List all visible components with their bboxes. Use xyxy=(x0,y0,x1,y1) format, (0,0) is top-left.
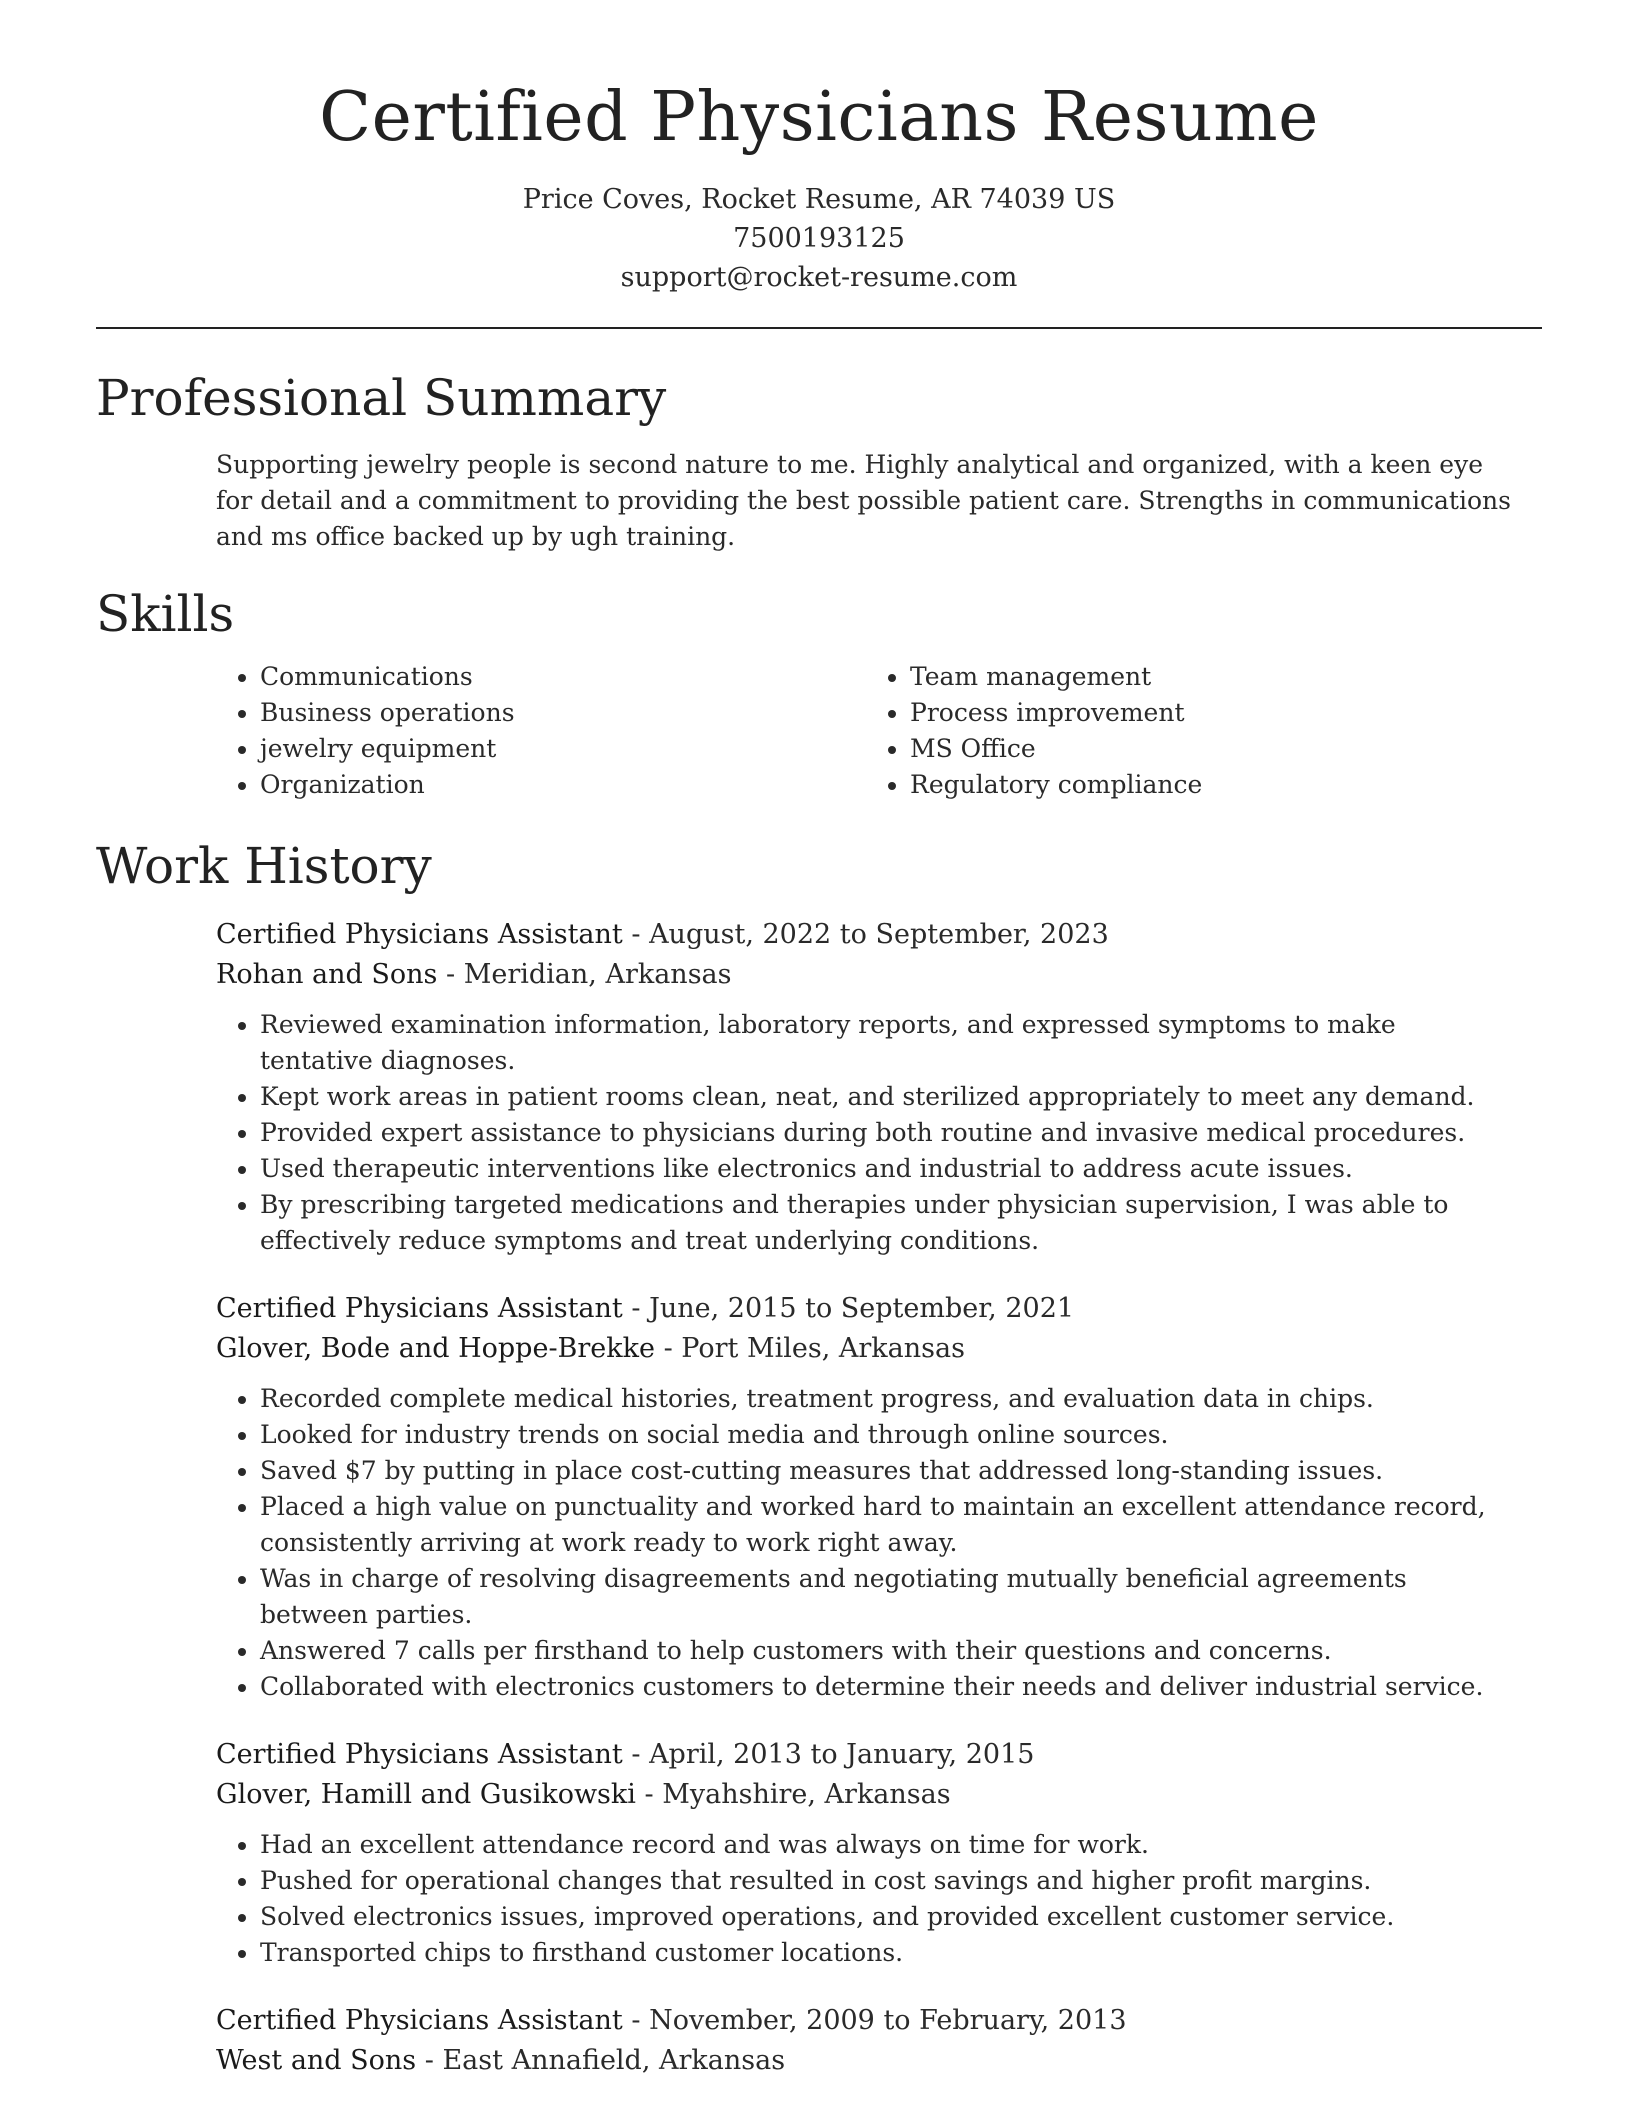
job-dates: June, 2015 to September, 2021 xyxy=(649,1293,1075,1324)
job-bullet: • Looked for industry trends on social media and through online sources. xyxy=(260,1417,1516,1453)
job-company-line: West and Sons - East Annafield, Arkansas xyxy=(216,2045,786,2076)
job-company-line: Glover, Bode and Hoppe-Brekke - Port Miles, Arkansas xyxy=(216,1333,965,1364)
job-bullet: • Saved $7 by putting in place cost-cutting measures that addressed long-standing issues. xyxy=(260,1453,1516,1489)
skills-heading: Skills xyxy=(96,585,235,643)
work-history-heading: Work History xyxy=(96,837,432,895)
job-bullet: • Had an excellent attendance record and was always on time for work. xyxy=(260,1827,1516,1863)
job-bullet: • Used therapeutic interventions like electronics and industrial to address acute issues. xyxy=(260,1151,1516,1187)
job-dates: August, 2022 to September, 2023 xyxy=(649,919,1109,950)
job-role: Certified Physicians Assistant xyxy=(216,1739,623,1770)
job-bullet: • Collaborated with electronics customers to determine their needs and deliver industrial service. xyxy=(260,1669,1516,1705)
job-location: Port Miles, Arkansas xyxy=(681,1333,965,1364)
resume-page xyxy=(96,0,1542,2111)
job-bullet: • Pushed for operational changes that resulted in cost savings and higher profit margins. xyxy=(260,1863,1516,1899)
job-bullets xyxy=(216,1827,1516,1971)
job-role: Certified Physicians Assistant xyxy=(216,2005,623,2036)
job-location: East Annafield, Arkansas xyxy=(442,2045,786,2076)
summary-heading: Professional Summary xyxy=(96,369,667,427)
job-bullet: • Answered 7 calls per firsthand to help customers with their questions and concerns. xyxy=(260,1633,1516,1669)
job-location: Meridian, Arkansas xyxy=(463,959,732,990)
job-entry xyxy=(216,915,1516,1259)
job-company: West and Sons xyxy=(216,2045,417,2076)
summary-text: Supporting jewelry people is second nature to me. Highly analytical and organized, with a keen eye for detail and a commitment to providing the best possible patient care. Strengths in communications and ms office backed up by ugh training. xyxy=(216,450,1511,551)
skill-item: • jewelry equipment xyxy=(260,731,866,767)
job-bullet: • Transported chips to firsthand customer locations. xyxy=(260,1935,1516,1971)
job-role: Certified Physicians Assistant xyxy=(216,919,623,950)
contact-address: Price Coves, Rocket Resume, AR 74039 US xyxy=(522,184,1116,215)
job-bullet: • Kept work areas in patient rooms clean, neat, and sterilized appropriately to meet any demand. xyxy=(260,1079,1516,1115)
skills-column-left xyxy=(216,659,866,803)
skill-item: • MS Office xyxy=(910,731,1516,767)
header-divider xyxy=(96,327,1542,329)
skill-item: • Team management xyxy=(910,659,1516,695)
skills-column-right xyxy=(866,659,1516,803)
job-bullets xyxy=(216,1007,1516,1259)
contact-phone: 7500193125 xyxy=(733,223,905,254)
job-company: Rohan and Sons xyxy=(216,959,438,990)
skill-item: • Business operations xyxy=(260,695,866,731)
resume-name: Certified Physicians Resume xyxy=(319,78,1319,157)
skill-item: • Regulatory compliance xyxy=(910,767,1516,803)
contact-email: support@rocket-resume.com xyxy=(620,262,1018,293)
job-title-line: Certified Physicians Assistant - June, 2015 to September, 2021 xyxy=(216,1293,1075,1324)
job-bullet: • Provided expert assistance to physicians during both routine and invasive medical procedures. xyxy=(260,1115,1516,1151)
skills-list xyxy=(216,659,1516,803)
job-title-line: Certified Physicians Assistant - November, 2009 to February, 2013 xyxy=(216,2005,1127,2036)
job-entry xyxy=(216,1735,1516,1971)
job-dates: April, 2013 to January, 2015 xyxy=(649,1739,1035,1770)
work-history-list xyxy=(216,915,1516,2081)
contact-block xyxy=(96,180,1542,297)
job-bullet: • Placed a high value on punctuality and worked hard to maintain an excellent attendance record, consistently arriving at work ready to work right away. xyxy=(260,1489,1516,1561)
job-role: Certified Physicians Assistant xyxy=(216,1293,623,1324)
job-title-line: Certified Physicians Assistant - August, 2022 to September, 2023 xyxy=(216,919,1109,950)
job-bullet: • Solved electronics issues, improved operations, and provided excellent customer service. xyxy=(260,1899,1516,1935)
job-entry xyxy=(216,1289,1516,1705)
job-company-line: Glover, Hamill and Gusikowski - Myahshire, Arkansas xyxy=(216,1779,951,1810)
skill-item: • Communications xyxy=(260,659,866,695)
job-company: Glover, Bode and Hoppe-Brekke xyxy=(216,1333,655,1364)
resume-header xyxy=(96,0,1542,297)
job-bullet: • Reviewed examination information, laboratory reports, and expressed symptoms to make tentative diagnoses. xyxy=(260,1007,1516,1079)
skill-item: • Organization xyxy=(260,767,866,803)
skill-item: • Process improvement xyxy=(910,695,1516,731)
job-location: Myahshire, Arkansas xyxy=(662,1779,951,1810)
job-entry xyxy=(216,2001,1516,2081)
job-bullet: • By prescribing targeted medications and therapies under physician supervision, I was able to effectively reduce symptoms and treat underlying conditions. xyxy=(260,1187,1516,1259)
job-title-line: Certified Physicians Assistant - April, 2013 to January, 2015 xyxy=(216,1739,1035,1770)
job-bullets xyxy=(216,1381,1516,1705)
job-bullet: • Recorded complete medical histories, treatment progress, and evaluation data in chips. xyxy=(260,1381,1516,1417)
job-dates: November, 2009 to February, 2013 xyxy=(649,2005,1127,2036)
job-bullet: • Was in charge of resolving disagreements and negotiating mutually beneficial agreements between parties. xyxy=(260,1561,1516,1633)
job-company: Glover, Hamill and Gusikowski xyxy=(216,1779,636,1810)
job-company-line: Rohan and Sons - Meridian, Arkansas xyxy=(216,959,732,990)
